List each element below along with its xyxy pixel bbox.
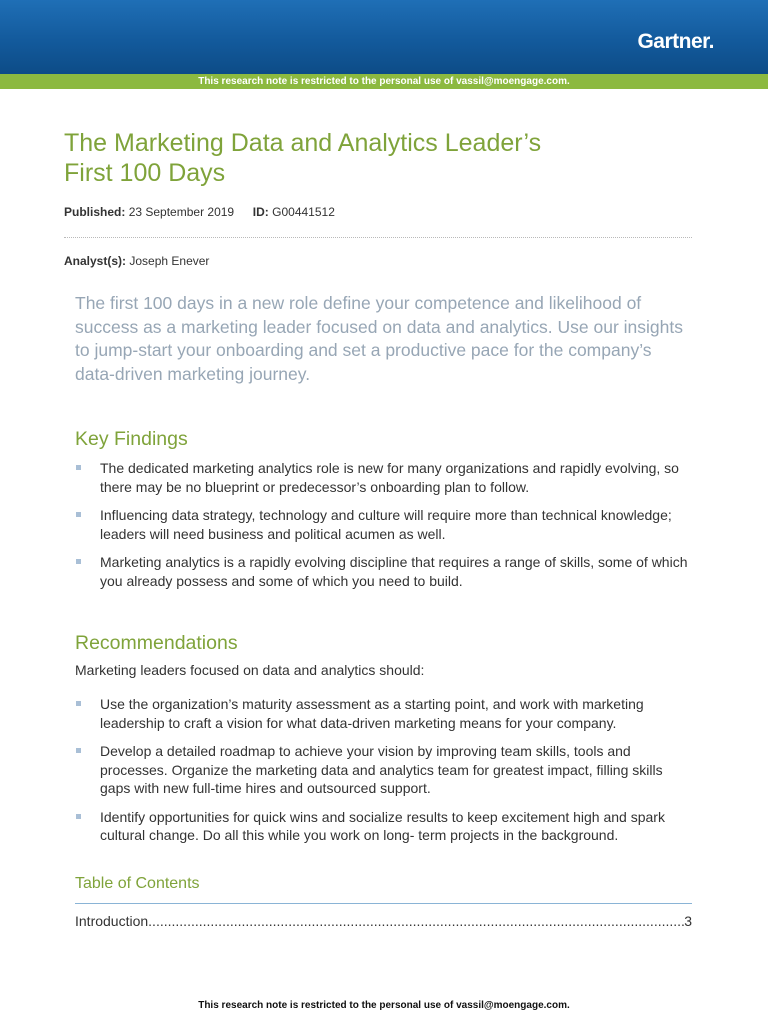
- toc-divider: [75, 903, 692, 904]
- analyst-name: Joseph Enever: [129, 254, 210, 268]
- list-item: [75, 742, 695, 798]
- list-item: [75, 695, 695, 732]
- restriction-notice: This research note is restricted to the personal use of vassil@moengage.com.: [0, 74, 768, 89]
- logo-dot: .: [708, 30, 714, 53]
- footer-restriction-notice: This research note is restricted to the personal use of vassil@moengage.com.: [198, 1000, 570, 1011]
- recommendations-intro: Marketing leaders focused on data and analytics should:: [75, 662, 425, 678]
- title-line-2: First 100 Days: [64, 159, 226, 187]
- list-item: [75, 506, 695, 543]
- logo-text: Gartner: [637, 30, 709, 53]
- published-date: 23 September 2019: [128, 205, 235, 219]
- recommendation-text: Develop a detailed roadmap to achieve your vision by improving team skills, tools and processes. Organize the marketing data and analytics team for greatest impact, filling skills gaps with new full-time hires and outsourced support.: [100, 743, 663, 796]
- list-item: [75, 459, 695, 496]
- document-title: [64, 128, 684, 188]
- title-line-1: The Marketing Data and Analytics Leader’s: [64, 129, 542, 157]
- list-item: [75, 808, 695, 845]
- gartner-logo: [637, 30, 714, 54]
- key-findings-list: [75, 459, 695, 590]
- publication-meta: [64, 205, 335, 219]
- key-findings-heading: Key Findings: [75, 428, 188, 450]
- toc-entry-label[interactable]: Introduction: [75, 913, 149, 929]
- recommendations-heading: Recommendations: [75, 632, 238, 654]
- bullet-square-icon: [76, 512, 81, 517]
- finding-text: Marketing analytics is a rapidly evolving discipline that requires a range of skills, some of which you already possess and some of which you need to build.: [100, 554, 688, 589]
- toc-heading: Table of Contents: [75, 875, 200, 892]
- analyst-line: [64, 254, 209, 268]
- bullet-square-icon: [76, 559, 81, 564]
- bullet-square-icon: [76, 465, 81, 470]
- summary-paragraph: The first 100 days in a new role define your competence and likelihood of success as a marketing leader focused on data and analytics. Use our insights to jump-start your onboarding and set a productive pace for the company’s data-driven marketing journey.: [75, 293, 683, 384]
- recommendation-text: Use the organization’s maturity assessment as a starting point, and work with marketing leadership to craft a vision for what data-driven marketing means for your company.: [100, 696, 644, 731]
- toc-entry-page[interactable]: 3: [684, 913, 692, 929]
- bullet-square-icon: [76, 701, 81, 706]
- published-label: Published:: [64, 205, 126, 219]
- recommendation-text: Identify opportunities for quick wins and socialize results to keep excitement high and spark cultural change. Do all this while you work on long- term projects in the background.: [100, 808, 665, 843]
- list-item: [75, 553, 695, 590]
- meta-divider: [64, 237, 692, 238]
- finding-text: The dedicated marketing analytics role is new for many organizations and rapidly evolving, so there may be no blueprint or predecessor’s onboarding plan to follow.: [100, 460, 679, 495]
- finding-text: Influencing data strategy, technology and culture will require more than technical knowledge; leaders will need business and political acumen as well.: [100, 507, 672, 542]
- header-band: [0, 0, 768, 74]
- id-label: ID:: [252, 205, 269, 219]
- analyst-label: Analyst(s):: [64, 254, 127, 268]
- bullet-square-icon: [76, 814, 81, 819]
- toc-entry-introduction[interactable]: [75, 913, 692, 931]
- bullet-square-icon: [76, 748, 81, 753]
- recommendations-list: [75, 695, 695, 845]
- document-id: G00441512: [272, 205, 335, 219]
- toc-dot-leader: [148, 913, 684, 929]
